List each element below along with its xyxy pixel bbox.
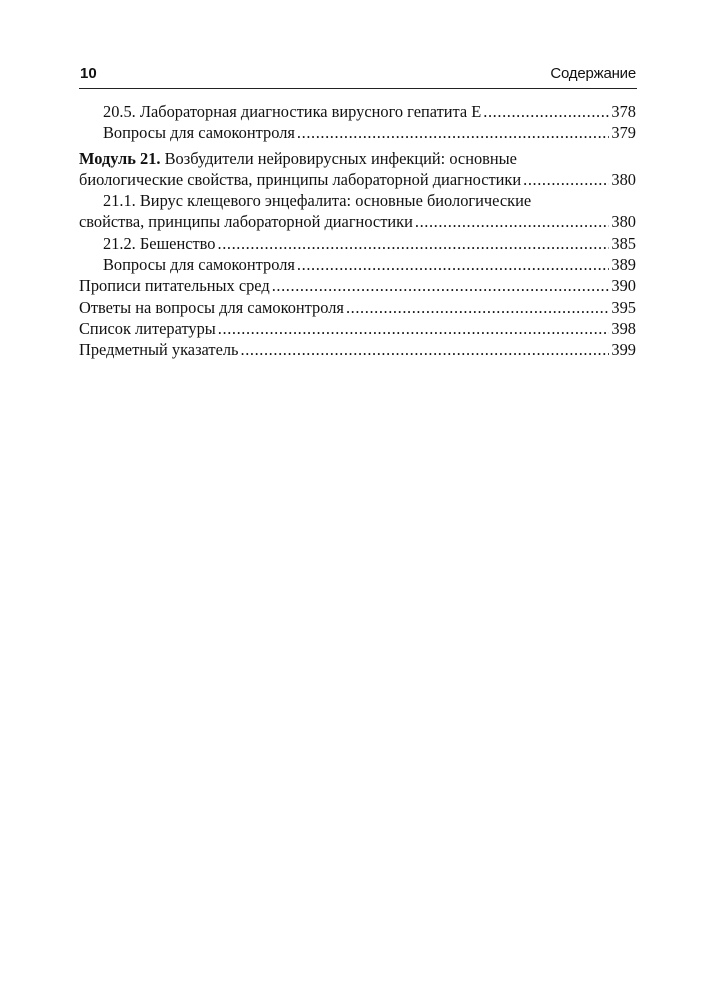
toc-page-number: 399 bbox=[611, 340, 636, 360]
toc-entry-21-1-line1[interactable] bbox=[79, 190, 636, 211]
toc-entry-21-2[interactable] bbox=[79, 233, 636, 254]
toc-entry-module-21-line2[interactable] bbox=[79, 169, 636, 190]
toc-entry-text: Список литературы bbox=[79, 318, 216, 338]
toc-page-number: 389 bbox=[611, 255, 636, 275]
page-number: 10 bbox=[80, 65, 97, 82]
dot-leader bbox=[523, 169, 609, 190]
dot-leader bbox=[272, 275, 610, 296]
toc-entry-references[interactable] bbox=[79, 318, 636, 339]
toc-entry-text: Вопросы для самоконтроля bbox=[103, 255, 295, 275]
section-title: Содержание bbox=[550, 65, 636, 82]
toc-page-number: 380 bbox=[611, 212, 636, 232]
toc-entry-media-recipes[interactable] bbox=[79, 275, 636, 296]
toc-entry-text: Прописи питательных сред bbox=[79, 276, 270, 296]
module-label: Модуль 21. bbox=[79, 148, 161, 168]
dot-leader bbox=[297, 254, 609, 275]
toc-entry-text: Вопросы для самоконтроля bbox=[103, 123, 295, 143]
dot-leader bbox=[415, 211, 610, 232]
dot-leader bbox=[346, 297, 609, 318]
toc-entry-answers[interactable] bbox=[79, 297, 636, 318]
toc-entry-module-21-line1[interactable] bbox=[79, 148, 636, 169]
toc-entry-subject-index[interactable] bbox=[79, 339, 636, 360]
toc-page-number: 379 bbox=[611, 123, 636, 143]
toc-page-number: 380 bbox=[611, 169, 636, 189]
toc-entry-20-5[interactable] bbox=[79, 101, 636, 122]
toc-page-number: 398 bbox=[611, 318, 636, 338]
toc-entry-text: 21.2. Бешенство bbox=[103, 233, 216, 253]
running-header bbox=[80, 63, 636, 85]
toc-page-number: 390 bbox=[611, 276, 636, 296]
toc-page-number: 395 bbox=[611, 297, 636, 317]
toc-entry-text: 20.5. Лабораторная диагностика вирусного гепатита Е bbox=[103, 102, 482, 121]
dot-leader bbox=[218, 233, 610, 254]
dot-leader bbox=[218, 318, 610, 339]
header-rule bbox=[79, 88, 637, 89]
toc-page-number: 378 bbox=[611, 102, 636, 121]
table-of-contents bbox=[79, 101, 636, 361]
toc-entry-questions-21[interactable] bbox=[79, 254, 636, 275]
toc-entry-21-1-line2[interactable] bbox=[79, 211, 636, 232]
toc-entry-text: свойства, принципы лабораторной диагностики bbox=[79, 212, 413, 232]
dot-leader bbox=[483, 101, 609, 122]
toc-entry-text: биологические свойства, принципы лабораторной диагностики bbox=[79, 169, 522, 189]
toc-entry-text: Ответы на вопросы для самоконтроля bbox=[79, 297, 344, 317]
dot-leader bbox=[297, 122, 609, 143]
dot-leader bbox=[241, 339, 610, 360]
toc-entry-text: Возбудители нейровирусных инфекций: основные bbox=[164, 148, 517, 168]
toc-entry-text: Предметный указатель bbox=[79, 340, 239, 360]
toc-entry-text: 21.1. Вирус клещевого энцефалита: основные биологические bbox=[103, 191, 532, 211]
toc-page-number: 385 bbox=[611, 233, 636, 253]
toc-entry-questions-20[interactable] bbox=[79, 122, 636, 143]
